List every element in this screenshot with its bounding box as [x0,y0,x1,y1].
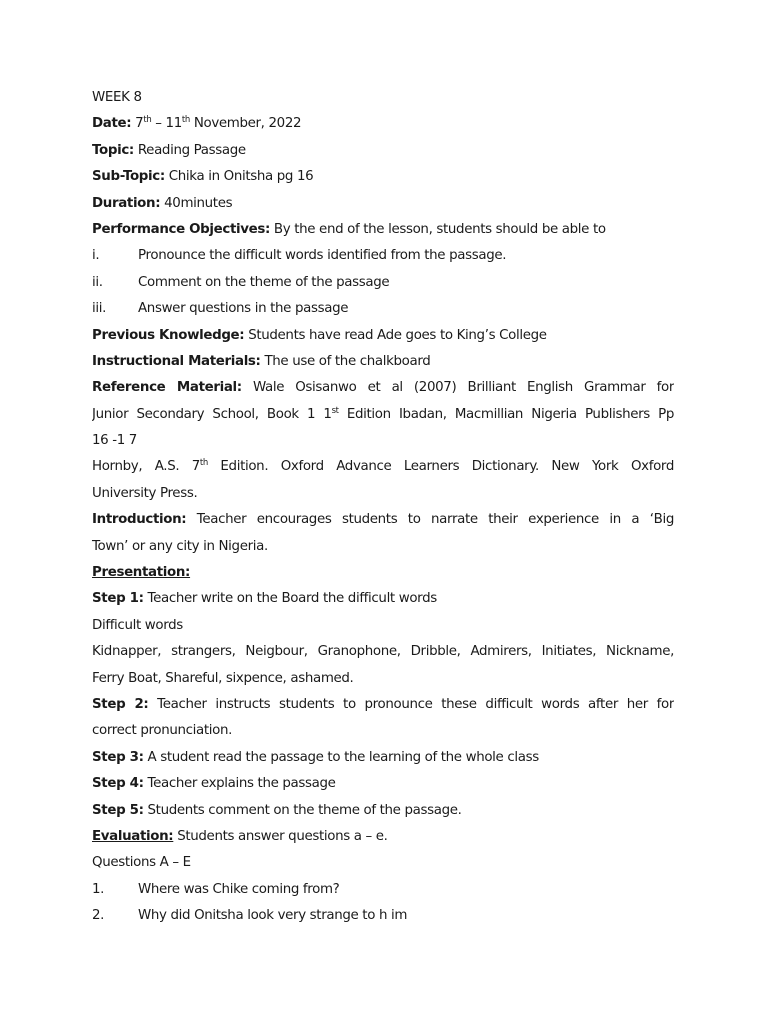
step-2 [92,692,674,718]
previous-knowledge-value: Students have read Ade goes to King’s College [244,327,547,343]
objectives-label: Performance Objectives: [92,221,270,237]
previous-knowledge-line [92,323,674,349]
difficult-words-line-1: Kidnapper, strangers, Neigbour, Granophone, Dribble, Admirers, Initiates, Nickname, [92,644,674,660]
introduction-text-1: Teacher encourages students to narrate their experience in a ‘Big [186,512,674,528]
objective-text: Answer questions in the passage [138,301,349,317]
question-number: 2. [92,908,105,924]
objectives-value: By the end of the lesson, students should be able to [270,221,606,237]
step-5-text: Students comment on the theme of the passage. [143,802,462,818]
difficult-words-heading: Difficult words [92,617,183,633]
materials-line [92,349,674,375]
reference-label: Reference Material: [92,380,242,396]
objective-number: iii. [92,301,107,317]
objective-number: i. [92,248,100,264]
reference-line-5: University Press. [92,485,198,501]
step-5 [92,798,674,824]
introduction-label: Introduction: [92,512,187,528]
step-2-line-2: correct pronunciation. [92,723,233,739]
question-text: Where was Chike coming from? [138,881,340,897]
difficult-words-line-2: Ferry Boat, Shareful, sixpence, ashamed. [92,670,354,686]
date-label: Date: [92,116,132,132]
materials-value: The use of the chalkboard [260,353,431,369]
introduction-line-1 [92,507,674,533]
materials-label: Instructional Materials: [92,353,261,369]
duration-label: Duration: [92,195,161,211]
presentation-heading: Presentation: [92,565,191,581]
question-item [92,877,674,903]
step-1 [92,586,674,612]
objective-item [92,243,674,269]
reference-line-2: Junior Secondary School, Book 1 1st Edition Ibadan, Macmillian Nigeria Publishers Pp [92,405,674,422]
evaluation-label: Evaluation: [92,828,174,844]
question-number: 1. [92,881,105,897]
objective-item [92,296,674,322]
evaluation-text: Students answer questions a – e. [173,828,388,844]
step-4 [92,771,674,797]
objectives-line [92,217,674,243]
objective-text: Comment on the theme of the passage [138,274,390,290]
topic-label: Topic: [92,142,134,158]
week-heading: WEEK 8 [92,90,142,105]
topic-line [92,138,674,164]
step-3-text: A student read the passage to the learning of the whole class [143,749,539,765]
objective-number: ii. [92,274,103,290]
reference-line-1 [92,375,674,401]
objective-text: Pronounce the difficult words identified from the passage. [138,248,507,264]
reference-text-1: Wale Osisanwo et al (2007) Brilliant English Grammar for [241,380,674,396]
step-4-text: Teacher explains the passage [143,776,336,792]
reference-line-3: 16 -1 7 [92,433,137,449]
lesson-note [92,85,674,930]
question-text: Why did Onitsha look very strange to h im [138,908,408,924]
question-item [92,903,674,929]
questions-heading: Questions A – E [92,855,191,871]
evaluation-line [92,824,674,850]
topic-value: Reading Passage [133,142,246,158]
reference-line-4: Hornby, A.S. 7th Edition. Oxford Advance Learners Dictionary. New York Oxford [92,458,674,475]
duration-value: 40minutes [160,195,233,211]
step-4-label: Step 4: [92,776,144,792]
step-3 [92,745,674,771]
subtopic-value: Chika in Onitsha pg 16 [164,169,314,185]
subtopic-line [92,164,674,190]
date-value: 7th – 11th November, 2022 [135,115,302,132]
subtopic-label: Sub-Topic: [92,169,165,185]
step-1-text: Teacher write on the Board the difficult words [143,591,437,607]
date-line [92,111,674,137]
duration-line [92,191,674,217]
introduction-line-2: Town’ or any city in Nigeria. [92,538,268,554]
previous-knowledge-label: Previous Knowledge: [92,327,245,343]
objective-item [92,270,674,296]
step-3-label: Step 3: [92,749,144,765]
step-5-label: Step 5: [92,802,144,818]
step-2-label: Step 2: [92,696,149,712]
step-2-text-1: Teacher instructs students to pronounce these difficult words after her for [148,696,674,712]
step-1-label: Step 1: [92,591,144,607]
